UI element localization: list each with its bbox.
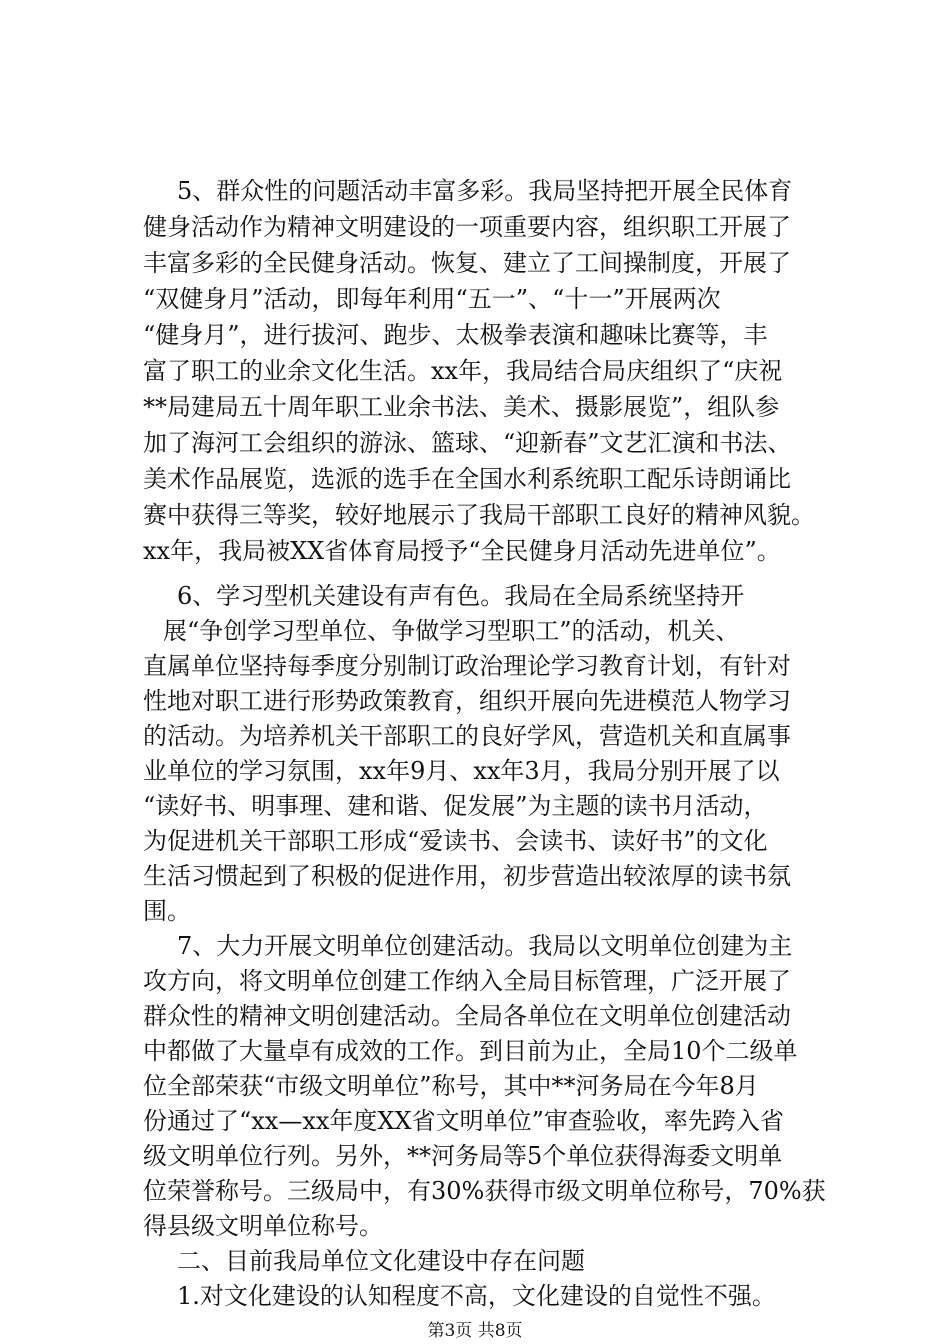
text-line: 中都做了大量卓有成效的工作。到目前为止，全局10个二级单 (143, 1037, 798, 1065)
text-line: **局建局五十周年职工业余书法、美术、摄影展览”，组队参 (143, 393, 780, 421)
page-number: 第3页 共8页 (427, 1321, 523, 1341)
text-line: 的活动。为培养机关干部职工的良好学风，营造机关和直属事 (143, 722, 791, 750)
text-line: 丰富多彩的全民健身活动。恢复、建立了工间操制度，开展了 (143, 249, 791, 277)
text-line: “健身月”，进行拔河、跑步、太极拳表演和趣味比赛等，丰 (143, 321, 768, 349)
text-line: xx年，我局被XX省体育局授予“全民健身月活动先进单位”。 (143, 537, 781, 565)
text-line: 7、大力开展文明单位创建活动。我局以文明单位创建为主 (177, 932, 793, 960)
text-line: 位荣誉称号。三级局中，有30%获得市级文明单位称号，70%获 (143, 1177, 826, 1205)
text-line: 得县级文明单位称号。 (143, 1212, 383, 1240)
text-line: 围。 (143, 897, 191, 925)
text-line: 群众性的精神文明创建活动。全局各单位在文明单位创建活动 (143, 1002, 791, 1030)
text-line: 赛中获得三等奖，较好地展示了我局干部职工良好的精神风貌。 (143, 501, 815, 529)
text-line: 6、学习型机关建设有声有色。我局在全局系统坚持开 (177, 582, 745, 610)
text-line: 为促进机关干部职工形成“爱读书、会读书、读好书”的文化 (143, 827, 768, 855)
text-line: 展“争创学习型单位、争做学习型职工”的活动，机关、 (163, 617, 740, 645)
text-line: 级文明单位行列。另外，**河务局等5个单位获得海委文明单 (143, 1142, 783, 1170)
text-line: 直属单位坚持每季度分别制订政治理论学习教育计划，有针对 (143, 652, 791, 680)
text-line: 健身活动作为精神文明建设的一项重要内容，组织职工开展了 (143, 213, 791, 241)
text-line: 生活习惯起到了积极的促进作用，初步营造出较浓厚的读书氛 (143, 862, 791, 890)
section-heading: 二、目前我局单位文化建设中存在问题 (177, 1247, 585, 1275)
text-line: 1.对文化建设的认知程度不高，文化建设的自觉性不强。 (177, 1282, 776, 1310)
text-line: 5、群众性的问题活动丰富多彩。我局坚持把开展全民体育 (177, 177, 793, 205)
text-line: 加了海河工会组织的游泳、篮球、“迎新春”文艺汇演和书法、 (143, 429, 792, 457)
text-line: “读好书、明事理、建和谐、促发展”为主题的读书月活动， (143, 792, 768, 820)
text-line: 富了职工的业余文化生活。xx年，我局结合局庆组织了“庆祝 (143, 357, 783, 385)
text-line: 性地对职工进行形势政策教育，组织开展向先进模范人物学习 (143, 687, 791, 715)
text-line: 份通过了“xx—xx年度XX省文明单位”审查验收，率先跨入省 (143, 1107, 784, 1135)
text-line: 业单位的学习氛围，xx年9月、xx年3月，我局分别开展了以 (143, 757, 780, 785)
text-line: “双健身月”活动，即每年利用“五一”、“十一”开展两次 (143, 285, 721, 313)
text-line: 美术作品展览，选派的选手在全国水利系统职工配乐诗朗诵比 (143, 465, 791, 493)
text-line: 位全部荣获“市级文明单位”称号，其中**河务局在今年8月 (143, 1072, 759, 1100)
text-line: 攻方向，将文明单位创建工作纳入全局目标管理，广泛开展了 (143, 967, 791, 995)
